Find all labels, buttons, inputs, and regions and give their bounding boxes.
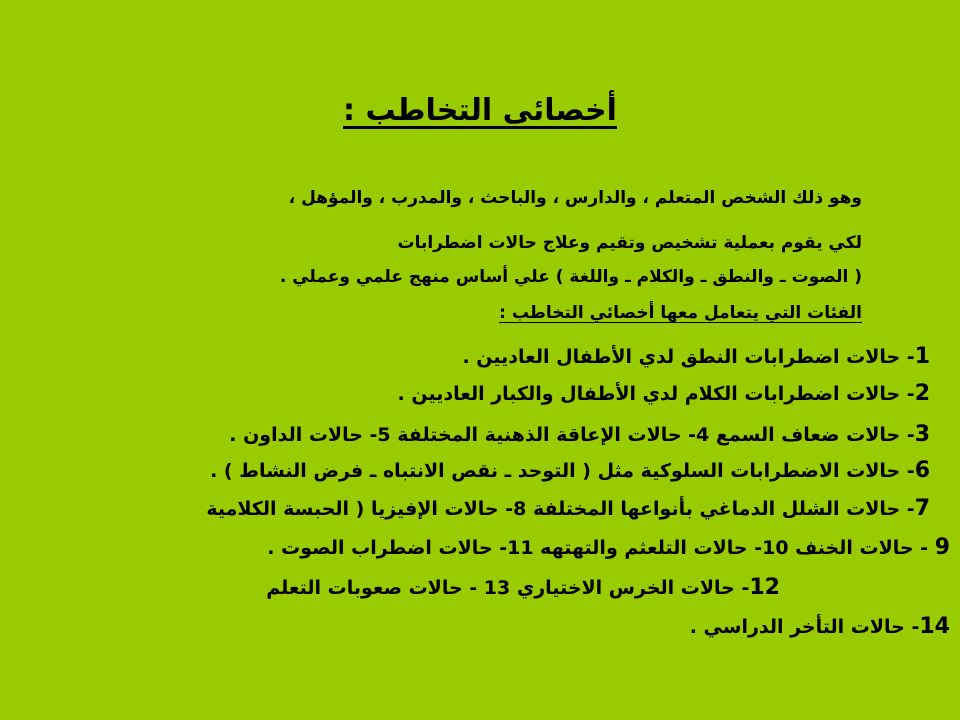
list-item — [210, 456, 930, 486]
list-item — [229, 420, 930, 450]
list-item-number: 7 — [914, 496, 930, 521]
list-item-text: - حالات الخرس الاختياري 13 - حالات صعوبات التعلم — [266, 577, 750, 599]
list-item-number: 3 — [914, 422, 930, 447]
list-item-text: - حالات الخنف 10- حالات التلعثم والتهتهه 11- حالات اضطراب الصوت . — [267, 537, 935, 559]
list-item — [206, 494, 930, 524]
intro-line-1: وهو ذلك الشخص المتعلم ، والدارس ، والباحث ، والمدرب ، والمؤهل ، — [288, 188, 862, 208]
list-item-text: - حالات التأخر الدراسي . — [689, 616, 920, 638]
list-item-number: 12 — [749, 575, 780, 600]
list-item-text: - حالات اضطرابات الكلام لدي الأطفال والكبار العاديين . — [397, 383, 915, 405]
list-item-number: 6 — [914, 458, 930, 483]
list-item-text: - حالات الشلل الدماغي بأنواعها المختلفة 8- حالات الإفيزيا ( الحبسة الكلامية — [206, 498, 915, 520]
list-item — [462, 342, 930, 372]
categories-heading: الفئات التي يتعامل معها أخصائي التخاطب : — [499, 303, 862, 323]
list-item-number: 1 — [914, 344, 930, 369]
list-item-text: - حالات ضعاف السمع 4- حالات الإعاقة الذهنية المختلفة 5- حالات الداون . — [229, 424, 915, 446]
title-text: أخصائى التخاطب : — [343, 93, 617, 128]
list-item-text: - حالات الاضطرابات السلوكية مثل ( التوحد ـ نقص الانتباه ـ فرض النشاط ) . — [210, 460, 915, 482]
list-item — [690, 612, 950, 642]
list-item-number: 14 — [919, 614, 950, 639]
slide-title — [0, 90, 960, 132]
list-item — [267, 533, 950, 563]
intro-line-2: لكي يقوم بعملية تشخيص وتقيم وعلاج حالات اضطرابات — [397, 233, 862, 253]
list-item — [266, 573, 780, 603]
intro-line-3: ( الصوت ـ والنطق ـ والكلام ـ واللغة ) علي أساس منهج علمي وعملي . — [279, 267, 862, 287]
list-item — [398, 379, 930, 409]
list-item-number: 2 — [914, 381, 930, 406]
list-item-text: - حالات اضطرابات النطق لدي الأطفال العاديين . — [462, 346, 915, 368]
list-item-number: 9 — [934, 535, 950, 560]
